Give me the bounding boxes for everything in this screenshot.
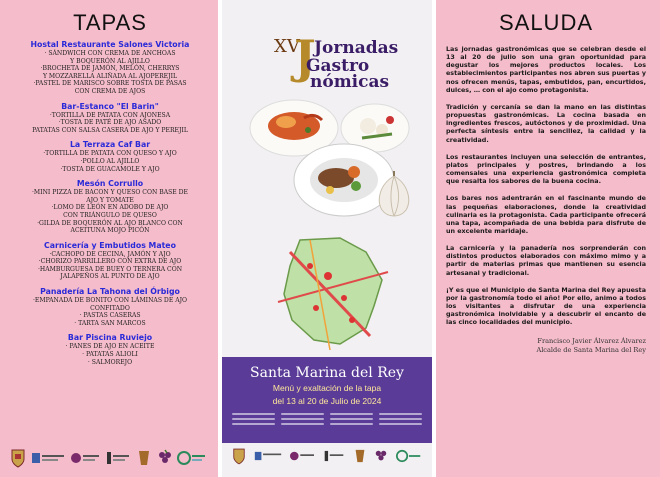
map-illustration [270, 232, 392, 354]
tapa-line: · PANES DE AJO EN ACEITE [65, 343, 155, 351]
tapa-line: ·BROCHETA DE JAMÓN, MELÓN, CHERRYS [40, 65, 180, 73]
grape-cluster-icon [374, 448, 388, 464]
signature-name: Francisco Javier Álvarez Álvarez [537, 336, 646, 345]
venue-name: Carnicería y Embutidos Mateo [44, 240, 176, 250]
tapa-line: JALAPEÑOS AL PUNTO DE AJO [60, 273, 160, 281]
tapa-line: · SALMOREJO [87, 358, 133, 366]
municipal-crest-icon [232, 447, 246, 465]
tapa-line: Y MOZZARELLA ALIÑADA AL AJOPEREJIL [42, 72, 178, 80]
tapa-line: ·TORTILLA DE PATATA CON AJONESA [49, 111, 171, 119]
tapa-line: PATATAS CON SALSA CASERA DE AJO Y PEREJIL [32, 126, 188, 134]
tapa-line: ·EMPANADA DE BONITO CON LÁMINAS DE AJO [32, 297, 188, 305]
venue-item [12, 140, 208, 173]
garlic-bulb-image [372, 170, 416, 220]
venue-item [12, 179, 208, 235]
tapa-line: ·TOSTA DE GUACAMOLE Y AJO [60, 165, 160, 173]
instituto-cultura-logo-icon [105, 450, 131, 466]
saluda-text [446, 46, 646, 328]
junta-logo-icon [136, 449, 152, 467]
saluda-paragraph: Los restaurantes incluyen una selección de entrantes, platos principales y postres, brindando a los comensales una experiencia gastronómica completa que resalta los sabores de la buena cocina. [446, 153, 646, 186]
orbigo-logo-icon [177, 450, 207, 466]
signature-role: Alcalde de Santa Marina del Rey [536, 345, 646, 354]
tapa-line: · PATATAS ALIOLI [82, 351, 138, 359]
venue-name: Mesón Corrullo [76, 179, 144, 189]
saluda-paragraph: ¡Y es que el Municipio de Santa Marina del Rey apuesta por la gastronomía todo el año! Por ello, animo a todos los visitantes a disfrutar de una experiencia gastronómica inolvidable y a descubrir el encanto de las cinco localidades del municipio. [446, 286, 646, 327]
venue-name: Panadería La Tahona del Órbigo [40, 287, 180, 297]
title-word-gastro: Gastro [306, 56, 370, 76]
tapas-panel [0, 0, 218, 477]
saluda-paragraph: Tradición y cercanía se dan la mano en las distintas propuestas gastronómicas. La cocina basada en ingredientes frescos, autóctonos y de proximidad. Una perfecta síntesis entre la sencillez, la calidad y la creatividad. [446, 103, 646, 144]
saluda-panel [436, 0, 660, 477]
tapa-line: · TARTA SAN MARCOS [74, 319, 146, 327]
municipality-map [270, 232, 392, 354]
venue-item [12, 333, 208, 366]
venue-item [12, 40, 208, 96]
tapa-line: · PASTAS CASERAS [79, 312, 141, 320]
tapa-line: ·TOSTA DE PATÉ DE AJO ASADO [58, 119, 162, 127]
tapa-line: CON CREMA DE AJOS [74, 87, 146, 95]
tapa-line: ·PASTEL DE MARISCO SOBRE TOSTA DE PASAS [33, 80, 187, 88]
instituto-cultura-logo-icon [323, 449, 345, 463]
tapa-line: AJO Y TOMATE [86, 196, 134, 204]
saluda-paragraph: Los bares nos adentrarán en el fascinante mundo de las pequeñas elaboraciones, donde la creatividad culinaria es la protagonista. Cada participante ofrecerá una tapa, acompañada de una bebida para disfrute de un excelente maridaje. [446, 195, 646, 235]
venue-name: La Terraza Caf Bar [69, 140, 151, 150]
tapa-line: ·LOMO DE LEÓN EN ADOBO DE AJO [51, 204, 169, 212]
orbigo-logo-icon [396, 449, 422, 463]
title-initial-j: J [294, 30, 316, 84]
tapa-line: CON TRIÁNGULO DE QUESO [63, 211, 157, 219]
tapa-line: ·POLLO AL AJILLO [80, 157, 140, 165]
edition-number: XV [274, 36, 300, 57]
tapa-line: Y BOQUERÓN AL AJILLO [70, 57, 150, 65]
tapa-line: ACEITUNA MOJO PICÓN [70, 227, 150, 235]
cover-panel [218, 0, 436, 477]
municipal-crest-icon [10, 448, 26, 468]
venue-name: Hostal Restaurante Salones Victoria [30, 40, 190, 49]
sponsor-logos-left [0, 443, 218, 473]
event-title-logo [274, 30, 404, 96]
tapa-line: · SÁNDWICH CON CREMA DE ANCHOAS [44, 50, 176, 57]
venue-list [12, 40, 208, 366]
saluda-heading: SALUDA [498, 10, 594, 35]
title-word-nomicas: nómicas [310, 72, 390, 92]
title-word-jornadas: Jornadas [314, 38, 399, 58]
banner-title: Santa Marina del Rey [250, 365, 404, 381]
grape-cluster-icon [157, 449, 173, 467]
tapa-line: ·TORTILLA DE PATATA CON QUESO Y AJO [43, 150, 177, 158]
venue-name: Bar Piscina Ruviejo [67, 333, 153, 343]
tapa-line: ·CACHOPO DE CECINA, JAMÓN Y AJO [49, 250, 171, 258]
event-banner [222, 357, 432, 443]
venue-item [12, 102, 208, 135]
tapa-line: ·CHORIZO PARRILLERO CON EXTRA DE AJO [38, 258, 182, 266]
venue-name: Bar-Estanco "El Barin" [61, 101, 159, 111]
saluda-paragraph: La carnicería y la panadería nos sorprenderán con distintos productos elaborados con máximo mimo y a partir de materias primas que mantienen su esencia artesanal y tradicional. [446, 245, 646, 277]
banner-participant-grid [222, 407, 432, 425]
tapa-line: CONFITADO [90, 304, 130, 312]
ayuntamiento-logo-icon [31, 451, 65, 465]
tapa-line: ·GILDA DE BOQUERÓN AL AJO BLANCO CON [37, 219, 183, 227]
venue-item [12, 287, 208, 327]
venue-item [12, 241, 208, 281]
saluda-paragraph: Las jornadas gastronómicas que se celebran desde el 13 al 20 de julio son una gran oportunidad para degustar los mejores productos locales. Los establecimientos participantes nos abren sus puertas y nos ofrecen menús, tapas, embutidos, pan, encurtidos, dulces, … con el ajo como protagonista. [446, 46, 646, 94]
tapa-line: ·HAMBURGUESA DE BUEY O TERNERA CON [37, 265, 183, 273]
sponsor-logos-mid [222, 441, 432, 471]
diputacion-logo-icon [289, 450, 315, 462]
tapa-line: ·MINI PIZZA DE BACON Y QUESO CON BASE DE [32, 189, 188, 197]
junta-logo-icon [353, 448, 367, 464]
ayuntamiento-logo-icon [254, 450, 282, 462]
diputacion-logo-icon [70, 451, 100, 465]
tapas-heading: TAPAS [73, 10, 147, 35]
banner-subtitle: Menú y exaltación de la tapa [272, 383, 382, 393]
banner-dates: del 13 al 20 de Julio de 2024 [272, 396, 382, 406]
